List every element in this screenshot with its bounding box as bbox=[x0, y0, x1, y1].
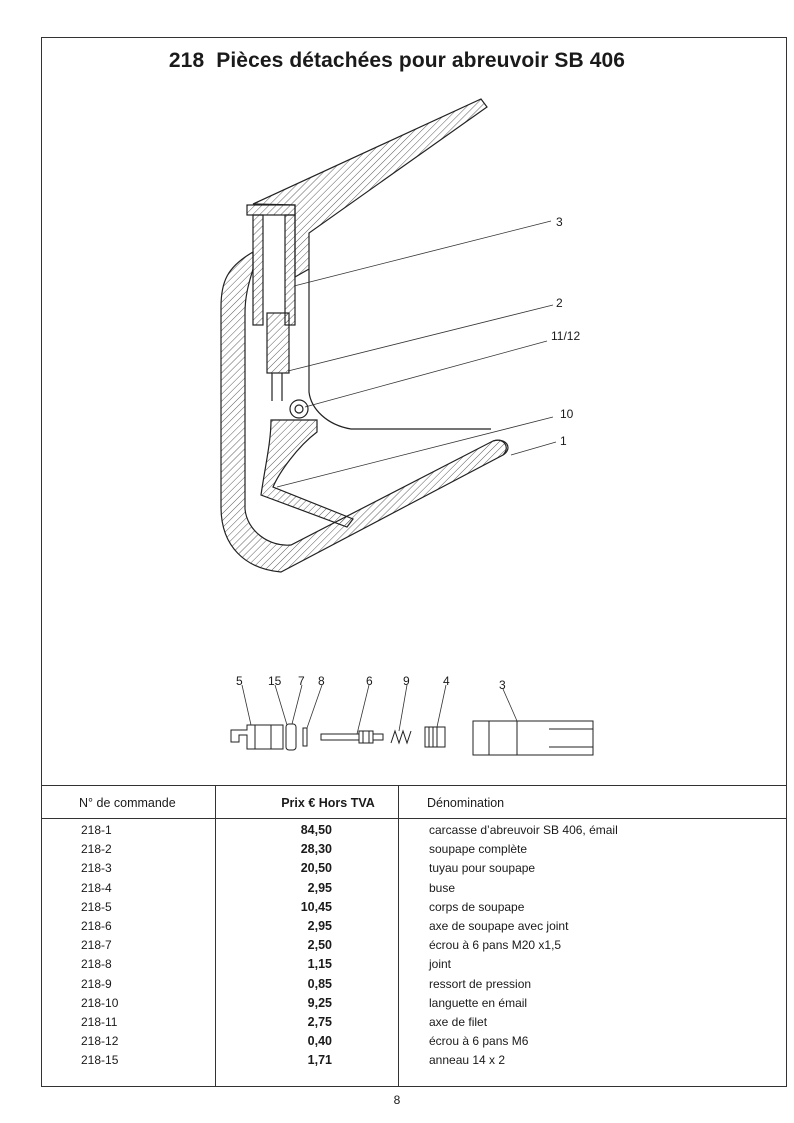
technical-drawing bbox=[41, 37, 787, 785]
order-number: 218-2 bbox=[81, 842, 112, 857]
exploded-view bbox=[231, 721, 593, 755]
price: 1,15 bbox=[307, 957, 332, 972]
drinker-body-section bbox=[221, 99, 508, 572]
exploded-callout-6: 6 bbox=[366, 674, 373, 688]
designation: buse bbox=[429, 880, 456, 895]
table-row bbox=[41, 881, 787, 900]
order-number: 218-10 bbox=[81, 995, 119, 1010]
designation: axe de filet bbox=[429, 1014, 488, 1029]
designation: joint bbox=[429, 957, 452, 972]
exploded-callout-9: 9 bbox=[403, 674, 410, 688]
order-number: 218-11 bbox=[81, 1014, 118, 1029]
callout-1: 1 bbox=[560, 434, 567, 448]
callout-10: 10 bbox=[560, 407, 574, 421]
callout-2: 2 bbox=[556, 296, 563, 310]
order-number: 218-9 bbox=[81, 976, 112, 991]
table-row bbox=[41, 823, 787, 842]
title-text: Pièces détachées pour abreuvoir SB 406 bbox=[216, 49, 626, 72]
order-number: 218-12 bbox=[81, 1034, 119, 1049]
table-header bbox=[41, 785, 787, 819]
price: 1,71 bbox=[307, 1053, 332, 1068]
designation: tuyau pour soupape bbox=[429, 861, 536, 876]
table-row bbox=[41, 1053, 787, 1072]
page-number: 8 bbox=[393, 1093, 401, 1107]
designation: écrou à 6 pans M20 x1,5 bbox=[429, 938, 562, 953]
order-number: 218-4 bbox=[81, 880, 112, 895]
order-number: 218-1 bbox=[81, 823, 112, 837]
designation: soupape complète bbox=[429, 842, 528, 857]
designation: carcasse d’abreuvoir SB 406, émail bbox=[429, 823, 618, 837]
order-number: 218-8 bbox=[81, 957, 112, 972]
price: 0,40 bbox=[307, 1034, 332, 1049]
price: 2,75 bbox=[307, 1014, 332, 1029]
exploded-callout-4: 4 bbox=[443, 674, 450, 688]
leader-lines bbox=[277, 221, 556, 487]
designation: écrou à 6 pans M6 bbox=[429, 1034, 529, 1049]
designation: ressort de pression bbox=[429, 976, 532, 991]
order-number: 218-6 bbox=[81, 918, 112, 933]
price: 0,85 bbox=[307, 976, 332, 991]
header-order-number: N° de commande bbox=[79, 796, 176, 810]
order-number: 218-3 bbox=[81, 861, 112, 876]
price: 2,95 bbox=[307, 918, 332, 933]
price: 10,45 bbox=[300, 899, 332, 914]
order-number: 218-5 bbox=[81, 899, 112, 914]
order-number: 218-7 bbox=[81, 938, 112, 953]
table-row bbox=[41, 1034, 787, 1053]
exploded-callout-5: 5 bbox=[236, 674, 243, 688]
header-designation: Dénomination bbox=[427, 796, 505, 810]
exploded-callout-3: 3 bbox=[499, 678, 506, 692]
designation: anneau 14 x 2 bbox=[429, 1053, 506, 1068]
table-row bbox=[41, 842, 787, 861]
price: 28,30 bbox=[300, 842, 332, 857]
exploded-callout-7: 7 bbox=[298, 674, 305, 688]
table-row bbox=[41, 861, 787, 880]
price: 2,95 bbox=[307, 880, 332, 895]
callout-11-12: 11/12 bbox=[551, 329, 581, 343]
price: 84,50 bbox=[300, 823, 332, 837]
designation: languette en émail bbox=[429, 995, 528, 1010]
exploded-callout-8: 8 bbox=[318, 674, 325, 688]
section-number: 218 bbox=[168, 49, 205, 72]
order-number: 218-15 bbox=[81, 1053, 119, 1068]
price: 20,50 bbox=[300, 861, 332, 876]
table-row bbox=[41, 900, 787, 919]
callout-3: 3 bbox=[556, 215, 563, 229]
price: 2,50 bbox=[307, 938, 332, 953]
table-body bbox=[41, 823, 787, 1072]
table-row bbox=[41, 996, 787, 1015]
designation: corps de soupape bbox=[429, 899, 525, 914]
table-row bbox=[41, 957, 787, 976]
table-row bbox=[41, 938, 787, 957]
table-row bbox=[41, 919, 787, 938]
table-row bbox=[41, 1015, 787, 1034]
price: 9,25 bbox=[307, 995, 332, 1010]
table-row bbox=[41, 977, 787, 996]
exploded-callout-15: 15 bbox=[268, 674, 282, 688]
header-price: Prix € Hors TVA bbox=[281, 796, 375, 810]
designation: axe de soupape avec joint bbox=[429, 918, 569, 933]
